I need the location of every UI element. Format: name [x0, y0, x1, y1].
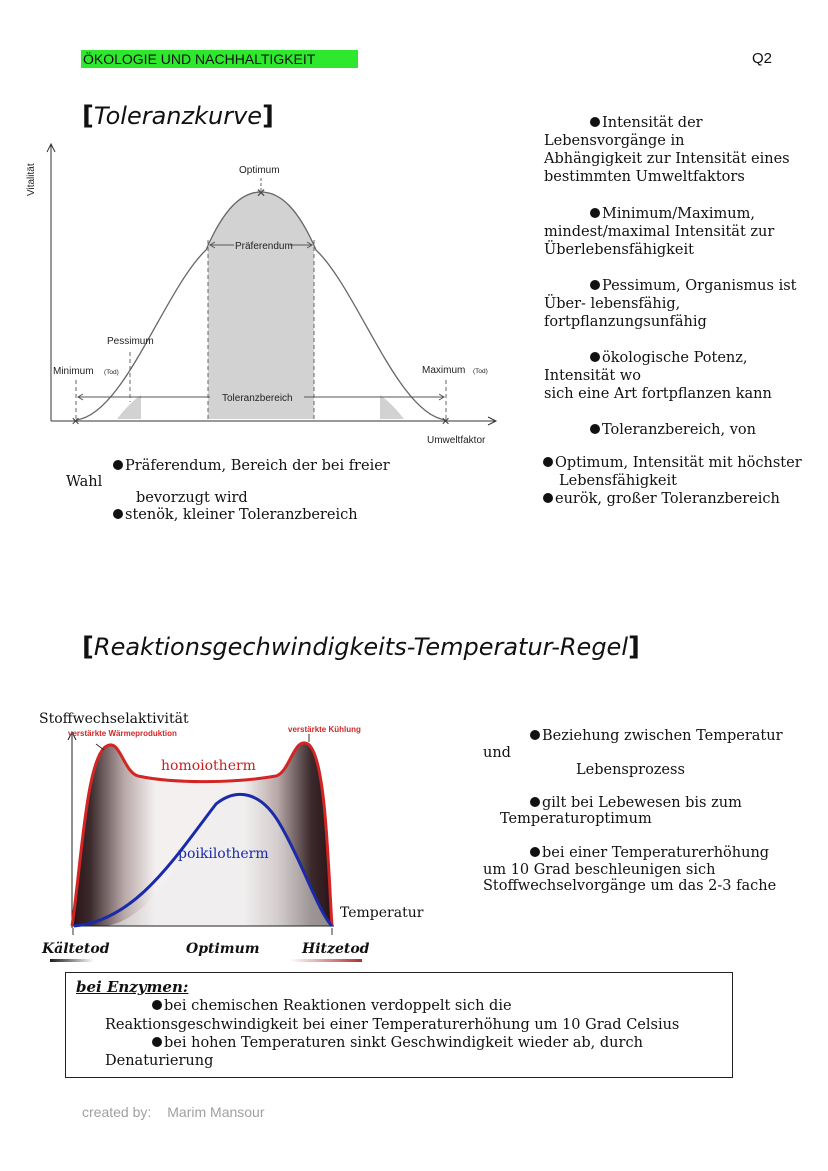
enzymes-point-2-cont: Denaturierung: [105, 1053, 214, 1069]
class-label: Q2: [752, 50, 773, 67]
created-by-label: created by:: [82, 1104, 152, 1120]
y-axis-label: Stoffwechselaktivität: [39, 711, 189, 727]
toleranzbereich-label: Toleranzbereich: [222, 393, 293, 404]
warm-label: verstärkte Wärmeproduktion: [68, 729, 177, 738]
temperatur-label: Temperatur: [340, 905, 424, 921]
footer-credit: [82, 1104, 265, 1120]
note-temperaturerhoehung: bei einer Temperaturerhöhung: [530, 844, 769, 862]
optimum-label: Optimum: [186, 941, 260, 957]
note-stenoek: stenök, kleiner Toleranzbereich: [113, 506, 358, 524]
kaeltetod-label: Kältetod: [42, 941, 110, 957]
enzymes-point-1: bei chemischen Reaktionen verdoppelt sich die: [152, 997, 512, 1015]
bullet-icon: [590, 208, 600, 218]
note-beziehung: Beziehung zwischen Temperatur: [530, 727, 783, 745]
bullet-icon: [530, 730, 540, 740]
rgt-figure: [36, 706, 436, 966]
note-temp-l3: Stoffwechselvorgänge um das 2-3 fache: [483, 878, 777, 894]
hitzetod-label: Hitzetod: [302, 941, 370, 957]
bullet-icon: [543, 457, 553, 467]
topic-tag: ÖKOLOGIE UND NACHHALTIGKEIT: [81, 50, 358, 68]
bullet-icon: [530, 797, 540, 807]
praeferendum-area: [208, 192, 314, 419]
arrow-warm-line: [96, 744, 104, 750]
bullet-icon: [113, 509, 123, 519]
homoiotherm-label: homoiotherm: [161, 758, 256, 774]
heading-text: Reaktionsgechwindigkeits-Temperatur-Regel: [93, 633, 628, 661]
optimum-label: Optimum: [239, 165, 280, 176]
note-intensitaet: Intensität der Lebensvorgänge in Abhängigkeit zur Intensität eines bestimmten Umweltfaktors: [544, 115, 790, 185]
kuehl-label: verstärkte Kühlung: [288, 725, 361, 734]
note-minimum-maximum: Minimum/Maximum, mindest/maximal Intensität zur Überlebensfähigkeit: [544, 206, 775, 258]
bullet-icon: [590, 280, 600, 290]
poikilotherm-label: poikilotherm: [178, 846, 269, 862]
note-gilt-cont: Temperaturoptimum: [500, 811, 652, 827]
bullet-icon: [543, 493, 553, 503]
bullet-icon: [152, 1037, 162, 1047]
heading-rgt-regel: [Reaktionsgechwindigkeits-Temperatur-Regel]: [82, 632, 640, 662]
enzymes-point-1-cont: Reaktionsgeschwindigkeit bei einer Temperaturerhöhung um 10 Grad Celsius: [105, 1017, 680, 1033]
note-beziehung-und: und: [483, 745, 511, 761]
maximum-tod-label: (Tod): [473, 368, 488, 375]
maximum-label: Maximum: [422, 365, 466, 376]
hitzetod-bar: [290, 959, 362, 962]
note-praeferendum-wahl: Wahl: [66, 474, 103, 490]
note-toleranzbereich: Toleranzbereich, von: [544, 421, 756, 439]
bullet-icon: [113, 460, 123, 470]
pessimum-label: Pessimum: [107, 336, 154, 347]
enzymes-point-2: bei hohen Temperaturen sinkt Geschwindigkeit wieder ab, durch: [152, 1034, 643, 1052]
praeferendum-label: Präferendum: [235, 241, 293, 252]
bullet-icon: [590, 117, 600, 127]
note-pessimum: Pessimum, Organismus ist Über- lebensfähig, fortpflanzungsunfähig: [544, 278, 797, 330]
note-temp-l2: um 10 Grad beschleunigen sich: [483, 862, 716, 878]
minimum-marker-icon: ✕: [71, 416, 81, 428]
y-axis-label: Vitalität: [26, 163, 37, 196]
bullet-icon: [590, 352, 600, 362]
pessimum-area-right: [380, 395, 404, 419]
heading-toleranzkurve: [Toleranzkurve]: [82, 101, 274, 131]
note-oekologische-potenz: ökologische Potenz, Intensität wo sich eine Art fortpflanzen kann: [544, 350, 772, 402]
tolerance-curve-figure: [14, 140, 504, 450]
note-gilt: gilt bei Lebewesen bis zum: [530, 794, 742, 812]
optimum-marker-icon: ✕: [256, 186, 267, 200]
author-name: Marim Mansour: [167, 1104, 265, 1120]
pessimum-area-left: [117, 395, 141, 419]
note-praeferendum-cont: bevorzugt wird: [136, 490, 248, 506]
note-praeferendum: Präferendum, Bereich der bei freier: [113, 457, 390, 475]
bullet-icon: [152, 1000, 162, 1010]
heading-text: Toleranzkurve: [93, 102, 263, 130]
minimum-label: Minimum: [53, 366, 94, 377]
minimum-tod-label: (Tod): [104, 369, 119, 376]
note-beziehung-cont: Lebensprozess: [576, 762, 685, 778]
x-axis-label: Umweltfaktor: [427, 435, 486, 446]
bullet-icon: [590, 424, 600, 434]
maximum-marker-icon: ✕: [441, 416, 451, 428]
enzymes-title: bei Enzymen:: [76, 978, 189, 996]
note-optimum: Optimum, Intensität mit höchster Lebensfähigkeit eurök, großer Toleranzbereich: [543, 454, 802, 508]
enzymes-box: [65, 972, 733, 1078]
kaeltetod-bar: [50, 959, 94, 962]
bullet-icon: [530, 847, 540, 857]
